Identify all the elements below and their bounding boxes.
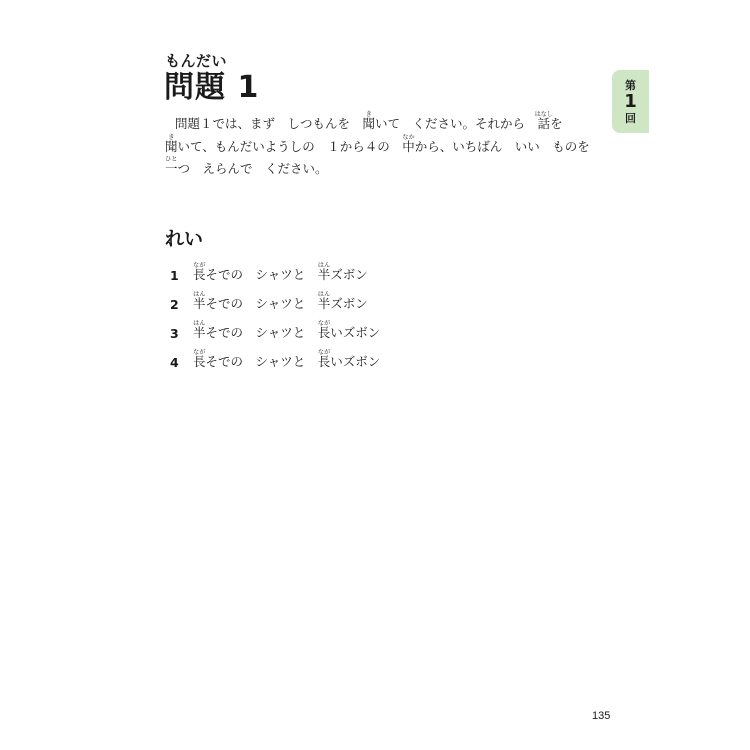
kanji: 半 [317,267,331,282]
furigana-word [193,262,206,283]
option-number: 1 [170,268,179,283]
furigana: き [165,133,178,141]
option-text: そでの シャツと [205,354,318,369]
kanji: 聞 [362,116,376,131]
page-number: 135 [592,710,611,722]
round-tab [612,70,649,133]
kanji: 話 [534,116,553,131]
furigana-word [318,320,331,341]
furigana-word [402,133,415,154]
answer-option-4 [170,341,380,370]
kanji: 長 [193,354,206,369]
round-tab-prefix: 第 [625,78,636,92]
furigana-word [193,320,206,341]
furigana: ひと [165,156,178,163]
kanji: 長 [317,325,331,340]
furigana-word [534,111,553,131]
furigana: なが [317,320,331,327]
answer-option-3 [170,312,380,341]
furigana-word [165,133,178,154]
option-number: 3 [170,326,179,341]
furigana: なが [193,349,206,356]
instruction-text: 問題１では、まず しつもんを [175,116,363,131]
round-tab-number: 1 [624,90,637,112]
kanji: 一 [165,161,178,176]
example-heading: れい [165,228,204,250]
furigana-word [318,262,331,283]
instruction-line-2 [165,134,595,157]
option-text: そでの シャツと [205,296,318,311]
option-text: ズボン [330,267,368,282]
furigana: なか [402,133,415,141]
answer-option-1 [170,254,380,283]
instructions [165,111,595,179]
instruction-line-1 [165,111,595,134]
furigana: はなし [534,111,553,118]
kanji: 中 [402,138,415,154]
option-text: そでの シャツと [205,325,318,340]
option-number: 2 [170,297,179,312]
option-number: 4 [170,355,179,370]
instruction-line-3 [165,156,595,179]
kanji: 半 [193,296,206,311]
kanji: 半 [193,325,206,340]
option-text: そでの シャツと [205,267,318,282]
kanji: 聞 [165,138,178,154]
furigana: はん [193,291,206,298]
furigana-word [318,291,331,312]
furigana: はん [317,291,331,298]
instruction-text: いて ください。それから [375,116,538,131]
furigana-word [193,349,206,370]
kanji: 半 [317,296,331,311]
furigana-word [318,349,331,370]
furigana: はん [193,320,206,327]
furigana: なが [317,349,331,356]
furigana: はん [317,262,331,269]
instruction-text: つ えらんで ください。 [177,161,328,176]
option-text: いズボン [330,354,381,369]
heading-furigana: もんだい [165,52,228,70]
furigana-word [362,111,376,131]
page-title: 問題 1 [164,70,260,105]
furigana: き [362,111,376,118]
instruction-text: いて、もんだいようしの １から４の [177,138,403,154]
furigana-word [193,291,206,312]
option-text: ズボン [330,296,368,311]
answer-options [170,254,380,370]
option-text: いズボン [330,325,381,340]
furigana-word [165,156,178,176]
answer-option-2 [170,283,380,312]
round-tab-suffix: 回 [625,111,636,125]
kanji: 長 [317,354,331,369]
furigana: なが [193,262,206,269]
kanji: 長 [193,267,206,282]
instruction-text: を [550,116,563,131]
instruction-text: から、いちばん いい ものを [414,138,590,154]
